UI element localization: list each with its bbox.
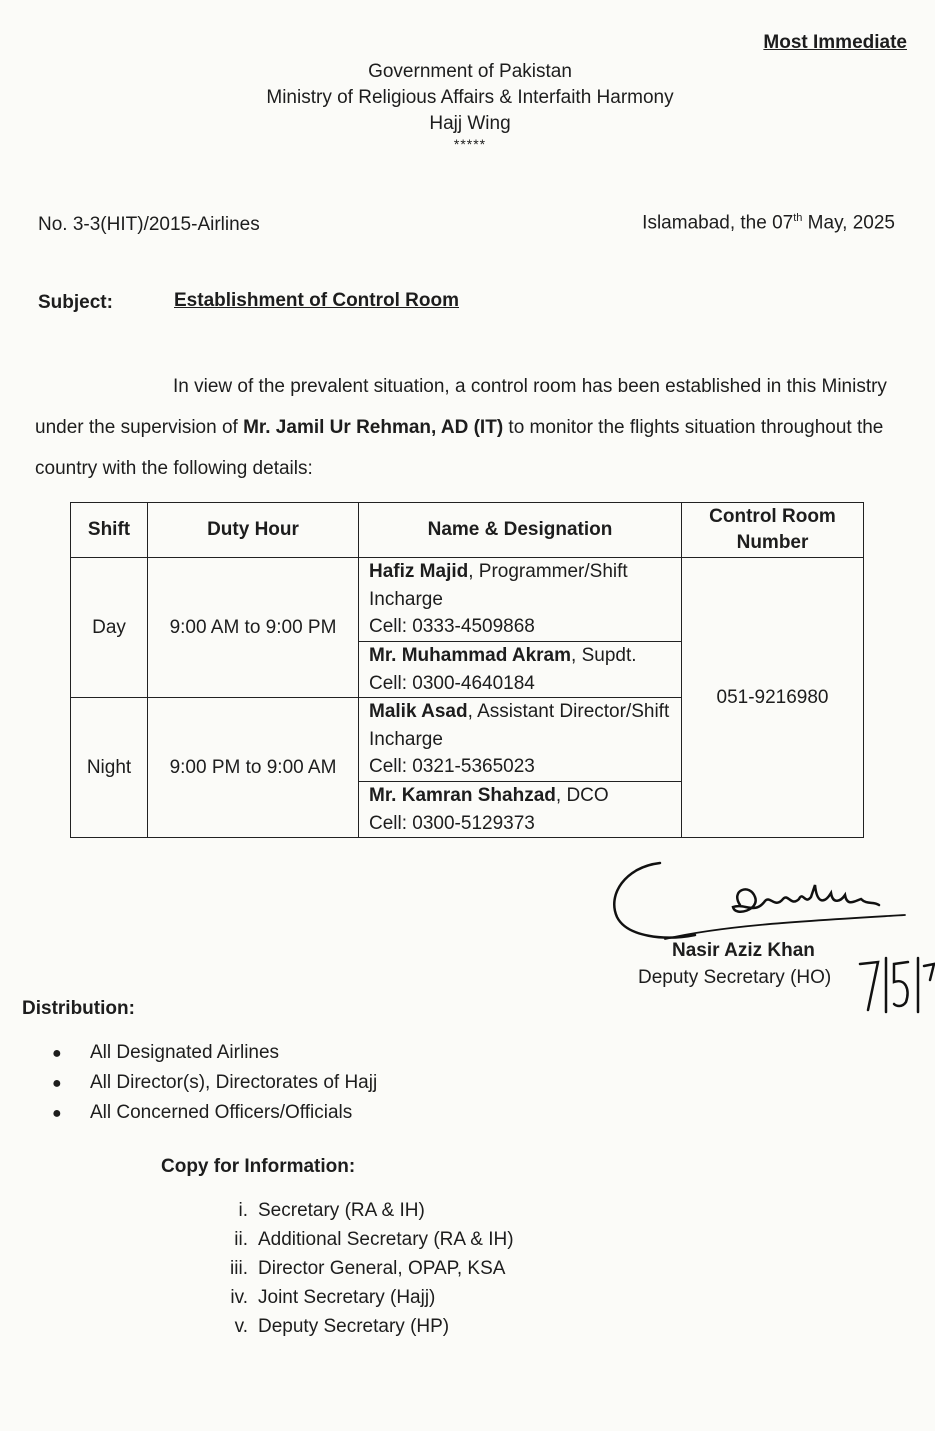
signer-name: Nasir Aziz Khan [672, 940, 815, 961]
copy-info-list [196, 1198, 514, 1343]
hours-night: 9:00 PM to 9:00 AM [148, 698, 359, 838]
distribution-list [52, 1040, 377, 1130]
bullet-icon: ● [52, 1105, 62, 1122]
list-item: iii. Director General, OPAP, KSA [230, 1258, 506, 1279]
header-shift: Shift [71, 503, 148, 558]
table-header-row [71, 503, 864, 558]
staff-cell: Malik Asad, Assistant Director/Shift Incharge Cell: 0321-5365023 [359, 698, 682, 782]
staff-cell: Hafiz Majid, Programmer/Shift Incharge Cell: 0333-4509868 [359, 558, 682, 642]
body-paragraph: In view of the prevalent situation, a control room has been established in this Ministry under the supervision of Mr. Jamil Ur Rehman, AD (IT) to monitor the flights situation throughout the country with the following details: [35, 376, 887, 479]
letterhead [0, 59, 935, 151]
staff-cell: Mr. Kamran Shahzad, DCO Cell: 0300-5129373 [359, 782, 682, 838]
shift-night: Night [71, 698, 148, 838]
table-row [71, 558, 864, 642]
letterhead-government: Government of Pakistan [368, 61, 572, 82]
list-item: ● All Designated Airlines [52, 1040, 377, 1070]
signer-title: Deputy Secretary (HO) [638, 967, 832, 988]
letterhead-ministry: Ministry of Religious Affairs & Interfaith Harmony [266, 87, 674, 108]
list-item: i. Secretary (RA & IH) [238, 1200, 425, 1221]
control-room-table [70, 502, 864, 838]
letterhead-wing: Hajj Wing [429, 113, 511, 134]
list-item: v. Deputy Secretary (HP) [234, 1316, 450, 1337]
subject-label: Subject: [38, 292, 113, 313]
issue-date: Islamabad, the 07th May, 2025 [642, 212, 895, 234]
list-item: ii. Additional Secretary (RA & IH) [234, 1229, 514, 1250]
control-room-number: 051-9216980 [682, 558, 864, 838]
header-name-designation: Name & Designation [359, 503, 682, 558]
supervisor-name: Mr. Jamil Ur Rehman, AD (IT) [243, 417, 504, 438]
header-control-room: Control Room Number [682, 503, 864, 558]
staff-cell: Mr. Muhammad Akram, Supdt. Cell: 0300-4640184 [359, 642, 682, 698]
list-item: ● All Director(s), Directorates of Hajj [52, 1070, 377, 1100]
subject-text: Establishment of Control Room [174, 290, 459, 311]
list-item: iv. Joint Secretary (Hajj) [230, 1287, 436, 1308]
bullet-icon: ● [52, 1045, 62, 1062]
shift-day: Day [71, 558, 148, 698]
letterhead-stars: ***** [453, 136, 487, 152]
reference-number: No. 3-3(HIT)/2015-Airlines [38, 214, 260, 235]
copy-info-title: Copy for Information: [161, 1156, 356, 1177]
priority-label: Most Immediate [763, 32, 907, 53]
header-duty-hour: Duty Hour [148, 503, 359, 558]
distribution-title: Distribution: [22, 998, 135, 1019]
list-item: ● All Concerned Officers/Officials [52, 1100, 377, 1130]
hours-day: 9:00 AM to 9:00 PM [148, 558, 359, 698]
handwritten-date [850, 950, 935, 1020]
bullet-icon: ● [52, 1075, 62, 1092]
